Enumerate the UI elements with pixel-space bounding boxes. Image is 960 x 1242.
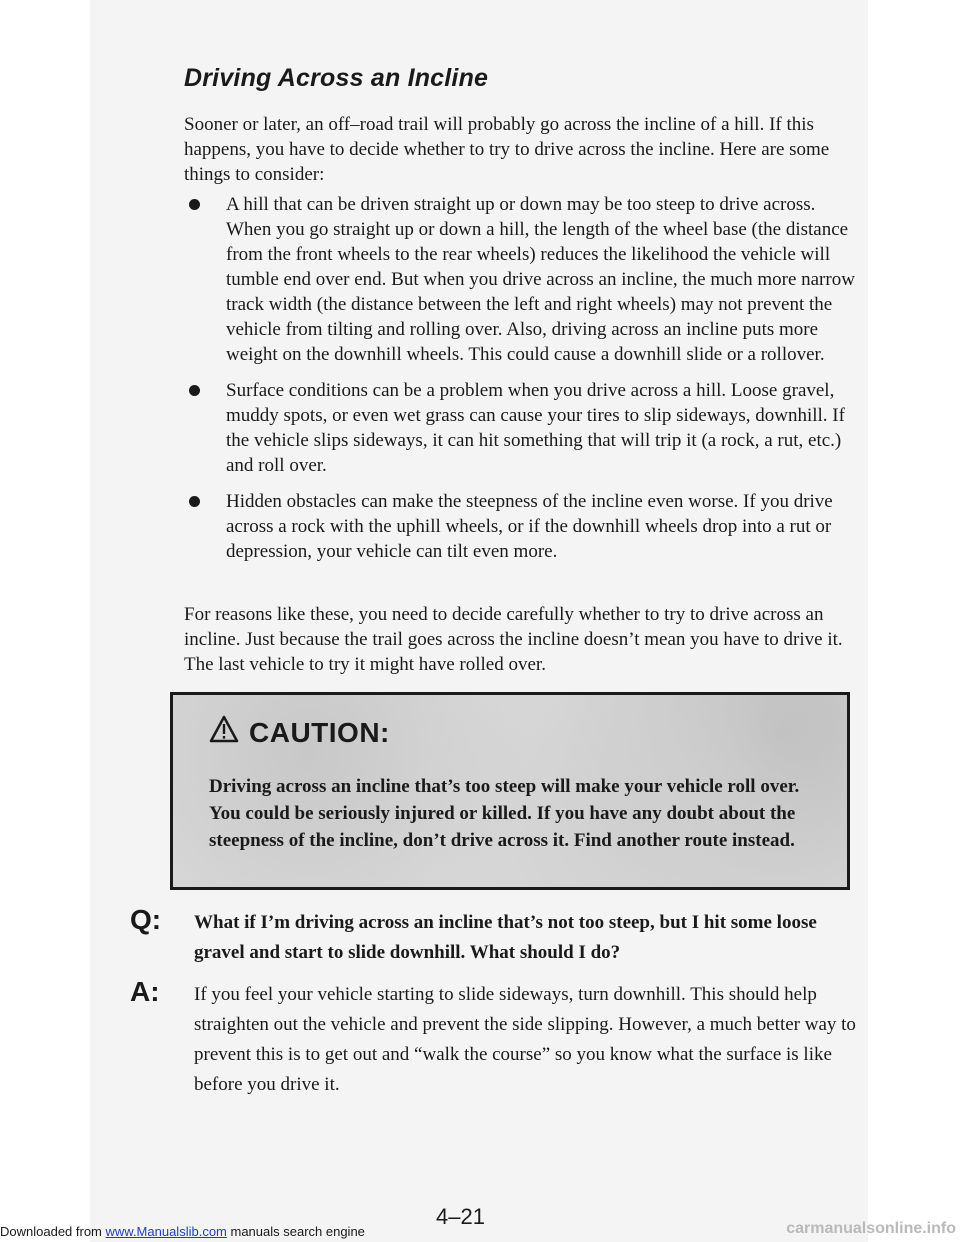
bullet-icon	[189, 496, 200, 507]
bullet-icon	[189, 199, 200, 210]
answer-letter: A:	[130, 976, 160, 1007]
caution-text: Driving across an incline that’s too steep will make your vehicle roll over. You could be seriously injured or killed. If you have any doubt about the steepness of the incline, don’t drive across it. Find another route instead.	[209, 776, 800, 851]
consideration-list	[184, 192, 856, 575]
page-number: 4–21	[436, 1204, 485, 1229]
list-item: Surface conditions can be a problem when you drive across a hill. Loose gravel, muddy spots, or even wet grass can cause your tires to slip sideways, downhill. If the vehicle slips sideways, it can hit something that will trip it (a rock, a rut, etc.) and roll over.	[184, 378, 856, 478]
bullet-icon	[189, 385, 200, 396]
watermark: carmanualsonline.info	[786, 1220, 956, 1237]
intro-paragraph: Sooner or later, an off–road trail will probably go across the incline of a hill. If this happens, you have to decide whether to try to drive across the incline. Here are some things to consider:	[184, 114, 830, 185]
caution-heading	[209, 715, 390, 750]
outro-paragraph: For reasons like these, you need to decide carefully whether to try to drive across an incline. Just because the trail goes across the incline doesn’t mean you have to drive it. The last vehicle to try it might have rolled over.	[184, 604, 843, 675]
section-heading: Driving Across an Incline	[184, 64, 489, 92]
download-footer: Downloaded from www.Manualslib.com manuals search engine	[0, 1224, 365, 1239]
answer-text: If you feel your vehicle starting to slide sideways, turn downhill. This should help straighten out the vehicle and prevent the side slipping. However, a much better way to prevent this is to get out and “walk the course” so you know what the surface is like before you drive it.	[194, 984, 856, 1095]
warning-triangle-icon	[209, 715, 239, 750]
caution-box	[170, 692, 850, 890]
caution-title: CAUTION:	[249, 716, 390, 748]
answer-block	[130, 976, 860, 1100]
manualslib-link[interactable]: www.Manualslib.com	[105, 1224, 227, 1239]
question-text: What if I’m driving across an incline that’s not too steep, but I hit some loose gravel and start to slide downhill. What should I do?	[194, 912, 817, 963]
list-item: Hidden obstacles can make the steepness of the incline even worse. If you drive across a rock with the uphill wheels, or if the downhill wheels drop into a rut or depression, your vehicle can tilt even more.	[184, 489, 856, 564]
question-letter: Q:	[130, 904, 162, 935]
question-block	[130, 904, 860, 968]
list-item: A hill that can be driven straight up or down may be too steep to drive across. When you go straight up or down a hill, the length of the wheel base (the distance from the front wheels to the rear wheels) reduces the likelihood the vehicle will tumble end over end. But when you drive across an incline, the much more narrow track width (the distance between the left and right wheels) may not prevent the vehicle from tilting and rolling over. Also, driving across an incline puts more weight on the downhill wheels. This could cause a downhill slide or a rollover.	[184, 192, 856, 367]
